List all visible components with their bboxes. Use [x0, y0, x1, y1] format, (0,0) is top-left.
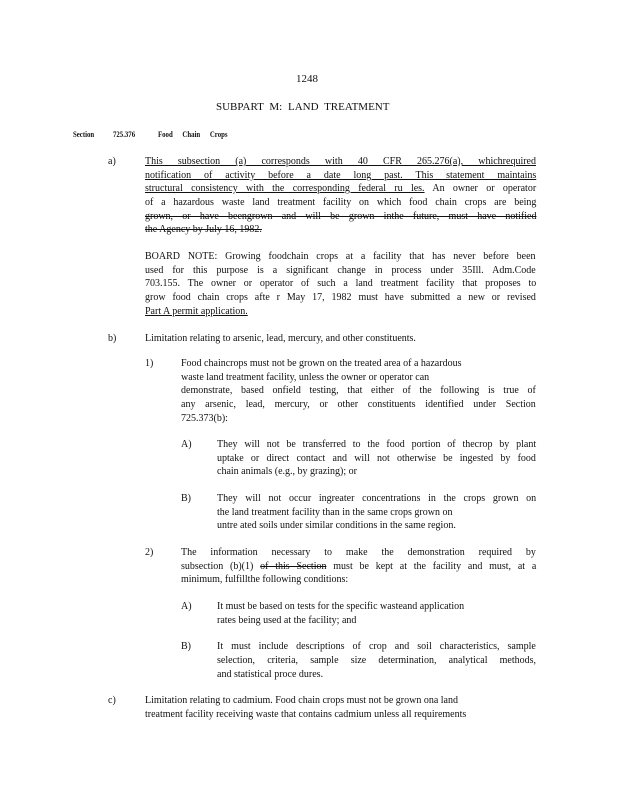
item-b1-line: any arsenic, lead, mercury, or other constituents identified under Section: [181, 399, 536, 410]
board-note-line: used for this purpose is a significant change in process under 35Ill. Adm.Code: [145, 265, 536, 276]
item-b2A-line: rates being used at the facility; and: [217, 615, 357, 626]
item-b1-line: waste land treatment facility, unless the owner or operator can: [181, 372, 430, 383]
item-b1B-label: B): [181, 493, 191, 504]
subsection-a-inserted-text: structural consistency with the corresponding federal ru les.: [145, 183, 425, 194]
subsection-a-line: notification of activity before a date long past. This statement maintains: [145, 170, 537, 181]
item-b1-label: 1): [145, 358, 154, 369]
item-b2-line: minimum, fulfillthe following conditions:: [181, 574, 349, 585]
item-b1-line: 725.373(b):: [181, 413, 228, 424]
item-b2-label: 2): [145, 547, 154, 558]
item-b2B-line: and statistical proce dures.: [217, 669, 324, 680]
subsection-c-line: treatment facility receiving waste that contains cadmium unless all requirements: [145, 709, 467, 720]
board-note-line: 703.155. The owner or operator of such a land treatment facility that proposes to: [145, 278, 537, 289]
subsection-a-struck-line: the Agency by July 16, 1982.: [145, 224, 262, 235]
subsection-c-line: Limitation relating to cadmium. Food chain crops must not be grown ona land: [145, 695, 458, 706]
item-b2-line: The information necessary to make the demonstration required by: [181, 547, 536, 558]
board-note-line: BOARD NOTE: Growing foodchain crops at a facility that has never before been: [145, 251, 536, 262]
item-b1-line: demonstrate, based onfield testing, that either of the following is true of: [181, 385, 536, 396]
item-b1B-line: the land treatment facility than in the same crops grown on: [217, 507, 453, 518]
item-b1A-label: A): [181, 439, 192, 450]
item-b2B-line: selection, criteria, sample size determination, analytical methods,: [217, 655, 537, 666]
item-b2B-line: It must include descriptions of crop and soil characteristics, sample: [217, 641, 536, 652]
item-b2-text-fragment: subsection (b)(1): [181, 561, 254, 572]
subsection-a-text-fragment: An owner or operator: [432, 183, 537, 194]
item-b2A-line: It must be based on tests for the specific wasteand application: [217, 601, 465, 612]
item-b1A-line: They will not be transferred to the food portion of thecrop by plant: [217, 439, 537, 450]
item-b2A-label: A): [181, 601, 192, 612]
section-title: Food Chain Crops: [158, 129, 228, 139]
subsection-a-line: of a hazardous waste land treatment facility on which food chain crops are being: [145, 197, 537, 208]
page-number: 1248: [296, 73, 318, 85]
item-b2-line: [181, 560, 536, 573]
item-b1-line: Food chaincrops must not be grown on the treated area of a hazardous: [181, 358, 462, 369]
item-b1B-line: They will not occur ingreater concentrations in the crops grown on: [217, 493, 537, 504]
subsection-a-struck-line: grown, or have beengrown and will be grown inthe future, must have notified: [145, 211, 537, 222]
item-b2-struck-text: of this Section: [260, 561, 327, 572]
section-number: 725.376: [113, 129, 136, 139]
subsection-a-line: [145, 182, 536, 195]
subsection-a-label: a): [108, 156, 116, 167]
board-note-line: grow food chain crops afte r May 17, 1982 must have submitted a new or revised: [145, 292, 536, 303]
item-b1A-line: uptake or direct contact and will not otherwise be ingested by food: [217, 453, 536, 464]
subsection-a-line: This subsection (a) corresponds with 40 CFR 265.276(a), whichrequired: [145, 156, 536, 167]
section-label: Section: [73, 129, 95, 139]
subsection-b-heading: Limitation relating to arsenic, lead, mercury, and other constituents.: [145, 333, 416, 344]
subsection-b-label: b): [108, 333, 117, 344]
subpart-title: SUBPART M: LAND TREATMENT: [216, 101, 390, 113]
subsection-c-label: c): [108, 695, 116, 706]
item-b1B-line: untre ated soils under similar conditions in the same region.: [217, 520, 456, 531]
item-b2-text-fragment: must be kept at the facility and must, at a: [333, 561, 537, 572]
item-b2B-label: B): [181, 641, 191, 652]
board-note-line: Part A permit application.: [145, 306, 248, 317]
item-b1A-line: chain animals (e.g., by grazing); or: [217, 466, 357, 477]
